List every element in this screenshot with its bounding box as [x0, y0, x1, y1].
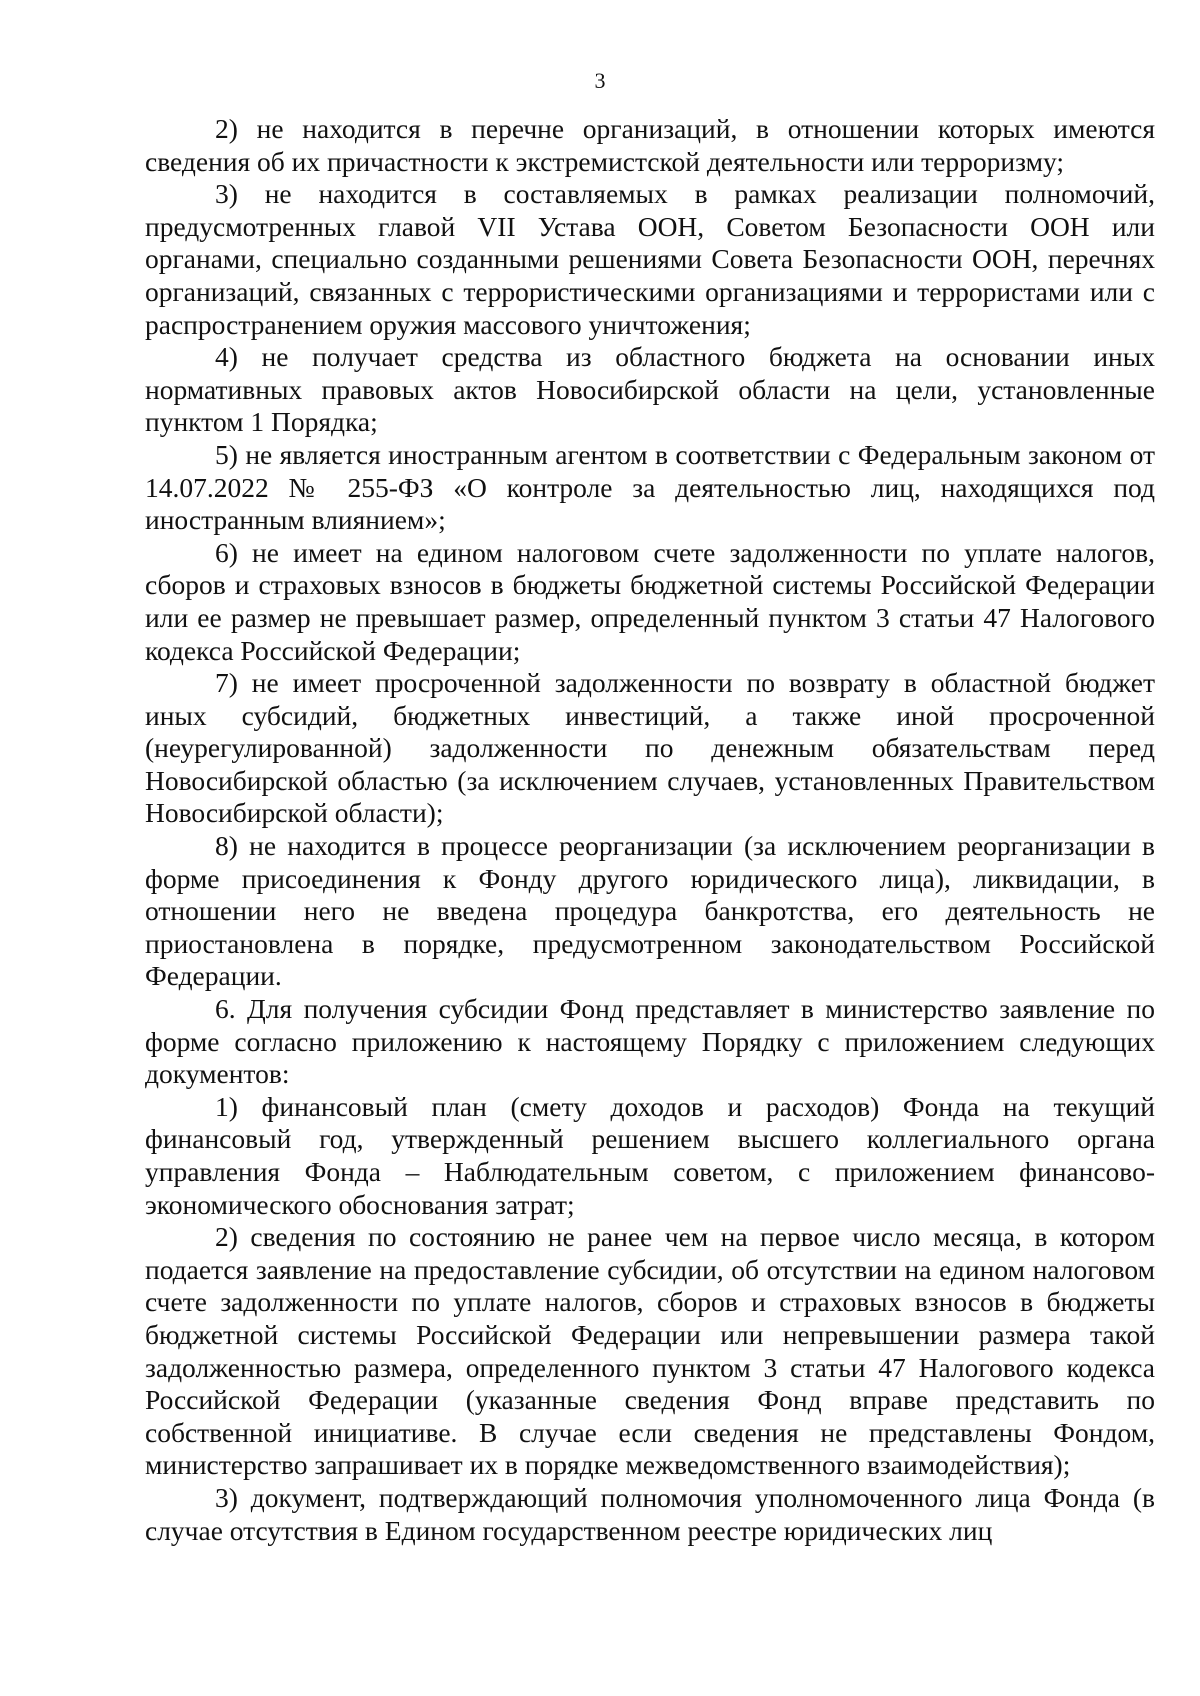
- paragraph-item-8: 8) не находится в процессе реорганизации (за исключением реорганизации в форме присоединения к Фонду другого юридического лица), ликвидации, в отношении него не введена процедура банкротства, его деятельность не приостановлена в порядке, предусмотренном законодательством Российской Федерации.: [145, 830, 1155, 992]
- paragraph-document-1: 1) финансовый план (смету доходов и расходов) Фонда на текущий финансовый год, утвержденный решением высшего коллегиального органа управления Фонда – Наблюдательным советом, с приложением финансово-экономического обоснования затрат;: [145, 1090, 1155, 1220]
- paragraph-item-5: 5) не является иностранным агентом в соответствии с Федеральным законом от 14.07.2022 № 255-ФЗ «О контроле за деятельностью лиц, находящихся под иностранным влиянием»;: [145, 438, 1155, 536]
- paragraph-document-2: 2) сведения по состоянию не ранее чем на первое число месяца, в котором подается заявление на предоставление субсидии, об отсутствии на едином налоговом счете задолженности по уплате налогов, сборов и страховых взносов в бюджеты бюджетной системы Российской Федерации или непревышении размера такой задолженностью размера, определенного пунктом 3 статьи 47 Налогового кодекса Российской Федерации (указанные сведения Фонд вправе представить по собственной инициативе. В случае если сведения не представлены Фондом, министерство запрашивает их в порядке межведомственного взаимодействия);: [145, 1221, 1155, 1481]
- paragraph-item-4: 4) не получает средства из областного бюджета на основании иных нормативных правовых актов Новосибирской области на цели, установленные пунктом 1 Порядка;: [145, 341, 1155, 438]
- paragraph-item-6: 6) не имеет на едином налоговом счете задолженности по уплате налогов, сборов и страховых взносов в бюджеты бюджетной системы Российской Федерации или ее размер не превышает размер, определенный пунктом 3 статьи 47 Налогового кодекса Российской Федерации;: [145, 536, 1155, 666]
- paragraph-item-7: 7) не имеет просроченной задолженности по возврату в областной бюджет иных субсидий, бюджетных инвестиций, а также иной просроченной (неурегулированной) задолженности по денежным обязательствам перед Новосибирской областью (за исключением случаев, установленных Правительством Новосибирской области);: [145, 667, 1155, 829]
- paragraph-item-3: 3) не находится в составляемых в рамках реализации полномочий, предусмотренных главой VII Устава ООН, Советом Безопасности ООН или органами, специально созданными решениями Совета Безопасности ООН, перечнях организаций, связанных с террористическими организациями и террористами или с распространением оружия массового уничтожения;: [145, 178, 1155, 340]
- paragraph-item-2: 2) не находится в перечне организаций, в отношении которых имеются сведения об их причастности к экстремистской деятельности или терроризму;: [145, 113, 1155, 177]
- paragraph-section-6: 6. Для получения субсидии Фонд представляет в министерство заявление по форме согласно приложению к настоящему Порядку с приложением следующих документов:: [145, 993, 1155, 1090]
- paragraph-document-3: 3) документ, подтверждающий полномочия уполномоченного лица Фонда (в случае отсутствия в Едином государственном реестре юридических лиц: [145, 1481, 1155, 1546]
- page-number: 3: [594, 68, 606, 93]
- document-body: [145, 113, 1155, 1547]
